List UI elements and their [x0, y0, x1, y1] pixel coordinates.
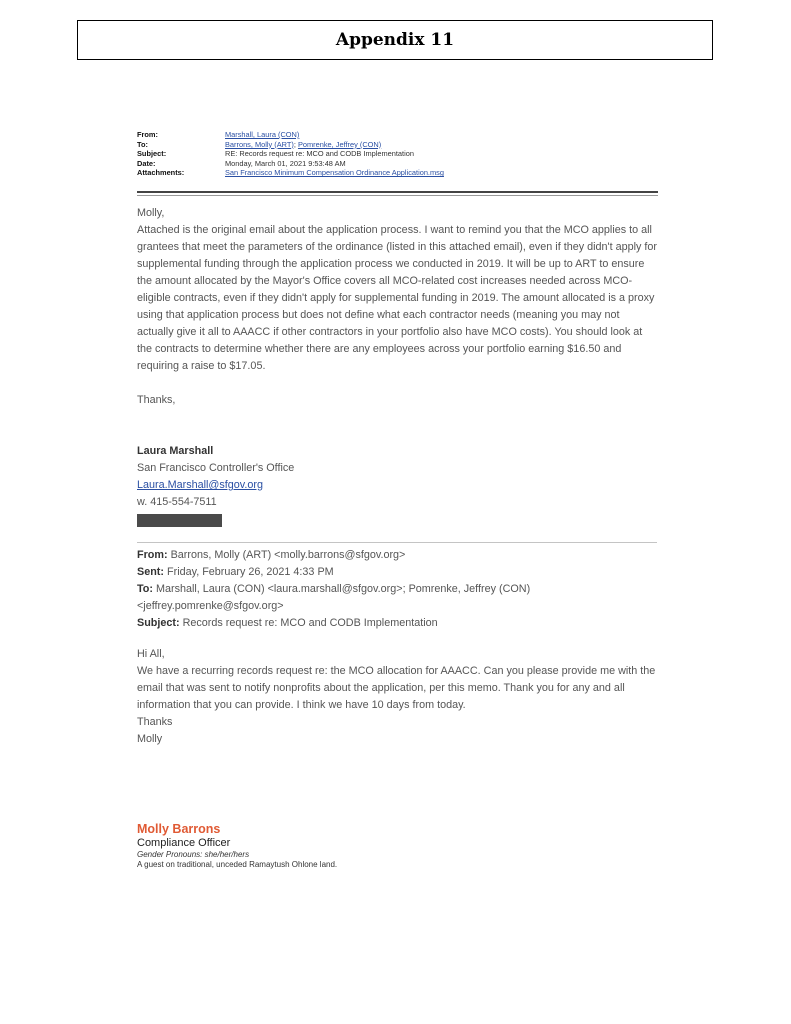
reply-body [137, 205, 657, 409]
fwd-subject-row [137, 615, 657, 632]
fwd-to-row [137, 581, 657, 615]
signature-email-link[interactable]: Laura.Marshall@sfgov.org [137, 479, 263, 491]
date-label: Date: [137, 158, 156, 168]
reply-closing: Thanks, [137, 394, 176, 406]
attachment-link[interactable]: San Francisco Minimum Compensation Ordinance Application.msg [225, 168, 444, 178]
email-header [137, 130, 657, 178]
header-to-row [137, 140, 657, 150]
to-label: To: [137, 139, 148, 149]
signature-laura [137, 443, 294, 527]
appendix-title: Appendix 11 [335, 30, 455, 50]
subject-value: RE: Records request re: MCO and CODB Implementation [225, 149, 414, 159]
signature-phone: w. 415-554-7511 [137, 496, 217, 508]
reply-greeting: Molly, [137, 207, 165, 219]
fwd-from-value: Barrons, Molly (ART) <molly.barrons@sfgov.org> [167, 549, 406, 561]
forwarded-header [137, 547, 657, 632]
original-paragraph: We have a recurring records request re: the MCO allocation for AAACC. Can you please provide me with the email that was sent to notify nonprofits about the application, per this memo. Thank you for any and all information that you can provide. I think we have 10 days from today. [137, 665, 656, 711]
message-divider [137, 542, 657, 543]
signature-molly [137, 822, 337, 870]
original-greeting: Hi All, [137, 648, 165, 660]
to-separator: ; [293, 139, 298, 149]
signature2-title: Compliance Officer [137, 837, 231, 849]
fwd-sent-row [137, 564, 657, 581]
original-name: Molly [137, 733, 163, 745]
header-divider [137, 191, 658, 193]
fwd-sent-value: Friday, February 26, 2021 4:33 PM [164, 566, 334, 578]
header-attachments-row [137, 168, 657, 178]
to-link-barrons[interactable]: Barrons, Molly (ART) [225, 139, 294, 149]
signature-name: Laura Marshall [137, 445, 214, 457]
from-label: From: [137, 130, 158, 139]
attachments-label: Attachments: [137, 168, 185, 178]
to-link-pomrenke[interactable]: Pomrenke, Jeffrey (CON) [297, 139, 382, 149]
original-body [137, 646, 657, 748]
signature2-name: Molly Barrons [137, 822, 221, 836]
header-date-row [137, 159, 657, 169]
signature2-pronouns: Gender Pronouns: she/her/hers [137, 850, 250, 859]
fwd-to-label: To: [137, 583, 153, 595]
fwd-to-value: Marshall, Laura (CON) <laura.marshall@sfgov.org>; Pomrenke, Jeffrey (CON) <jeffrey.pomrenke@sfgov.org> [137, 583, 531, 612]
subject-label: Subject: [137, 149, 167, 159]
fwd-sent-label: Sent: [137, 566, 164, 578]
header-from-row [137, 130, 657, 140]
header-divider-thin [137, 195, 658, 196]
signature-office: San Francisco Controller's Office [137, 462, 295, 474]
fwd-subject-label: Subject: [137, 617, 180, 629]
signature2-land: A guest on traditional, unceded Ramaytush Ohlone land. [137, 860, 338, 869]
fwd-subject-value: Records request re: MCO and CODB Implementation [179, 617, 438, 629]
reply-paragraph: Attached is the original email about the application process. I want to remind you that the MCO applies to all grantees that meet the parameters of the ordinance (listed in this attached email), even if they didn't apply for supplemental funding through the application process we conducted in 2019. It will be up to ART to ensure the amount allocated by the Mayor's Office covers all MCO-related cost increases needed across MCO-eligible contracts, even if they didn't apply for supplemental funding in 2019. The amount allocated is a proxy using that application process but does not define what each contractor needs (meaning you may not actually give it all to AAACC if other contractors in your portfolio also have MCO costs). You should look at the contracts to determine whether there are any employees across your portfolio earning $16.50 and requiring a raise to $17.05. [137, 224, 658, 372]
header-subject-row [137, 149, 657, 159]
original-thanks: Thanks [137, 716, 173, 728]
appendix-header [77, 20, 713, 60]
fwd-from-label: From: [137, 549, 168, 561]
date-value: Monday, March 01, 2021 9:53:48 AM [225, 158, 346, 168]
from-link[interactable]: Marshall, Laura (CON) [225, 130, 300, 139]
fwd-from-row [137, 547, 657, 564]
redaction-block [137, 514, 222, 527]
